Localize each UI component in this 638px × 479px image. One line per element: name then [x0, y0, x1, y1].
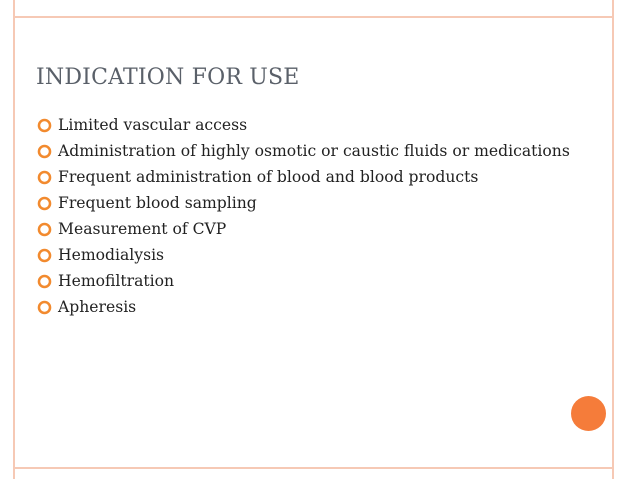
right-frame-line [612, 0, 614, 479]
open-circle-bullet-icon [36, 169, 53, 186]
open-circle-bullet-icon [36, 273, 53, 290]
open-circle-bullet-icon [36, 299, 53, 316]
bullet-text: Administration of highly osmotic or caustic fluids or medications [58, 142, 570, 160]
open-circle-bullet-icon [36, 221, 53, 238]
bullet-text: Frequent blood sampling [58, 194, 257, 212]
bullet-item-cvp [36, 219, 576, 240]
accent-circle [571, 396, 606, 431]
bullet-text: Measurement of CVP [58, 220, 227, 238]
bullet-item-blood-products [36, 167, 576, 188]
bullet-item-hemofiltration [36, 271, 576, 292]
bullet-item-osmotic-fluids [36, 141, 576, 162]
top-frame-line [13, 16, 614, 18]
open-circle-bullet-icon [36, 247, 53, 264]
bullet-item-limited-vascular-access [36, 115, 576, 136]
left-frame-line [13, 0, 15, 479]
bottom-frame-line [13, 467, 614, 469]
bullet-item-blood-sampling [36, 193, 576, 214]
bullet-text: Hemodialysis [58, 246, 165, 264]
open-circle-bullet-icon [36, 117, 53, 134]
bullet-item-hemodialysis [36, 245, 576, 266]
bullet-item-apheresis [36, 297, 576, 318]
bullet-list [36, 115, 576, 323]
bullet-text: Apheresis [58, 298, 137, 316]
bullet-text: Frequent administration of blood and blood products [58, 168, 479, 186]
slide-title: INDICATION FOR USE [36, 65, 300, 90]
open-circle-bullet-icon [36, 195, 53, 212]
bullet-text: Limited vascular access [58, 116, 248, 134]
open-circle-bullet-icon [36, 143, 53, 160]
bullet-text: Hemofiltration [58, 272, 175, 290]
